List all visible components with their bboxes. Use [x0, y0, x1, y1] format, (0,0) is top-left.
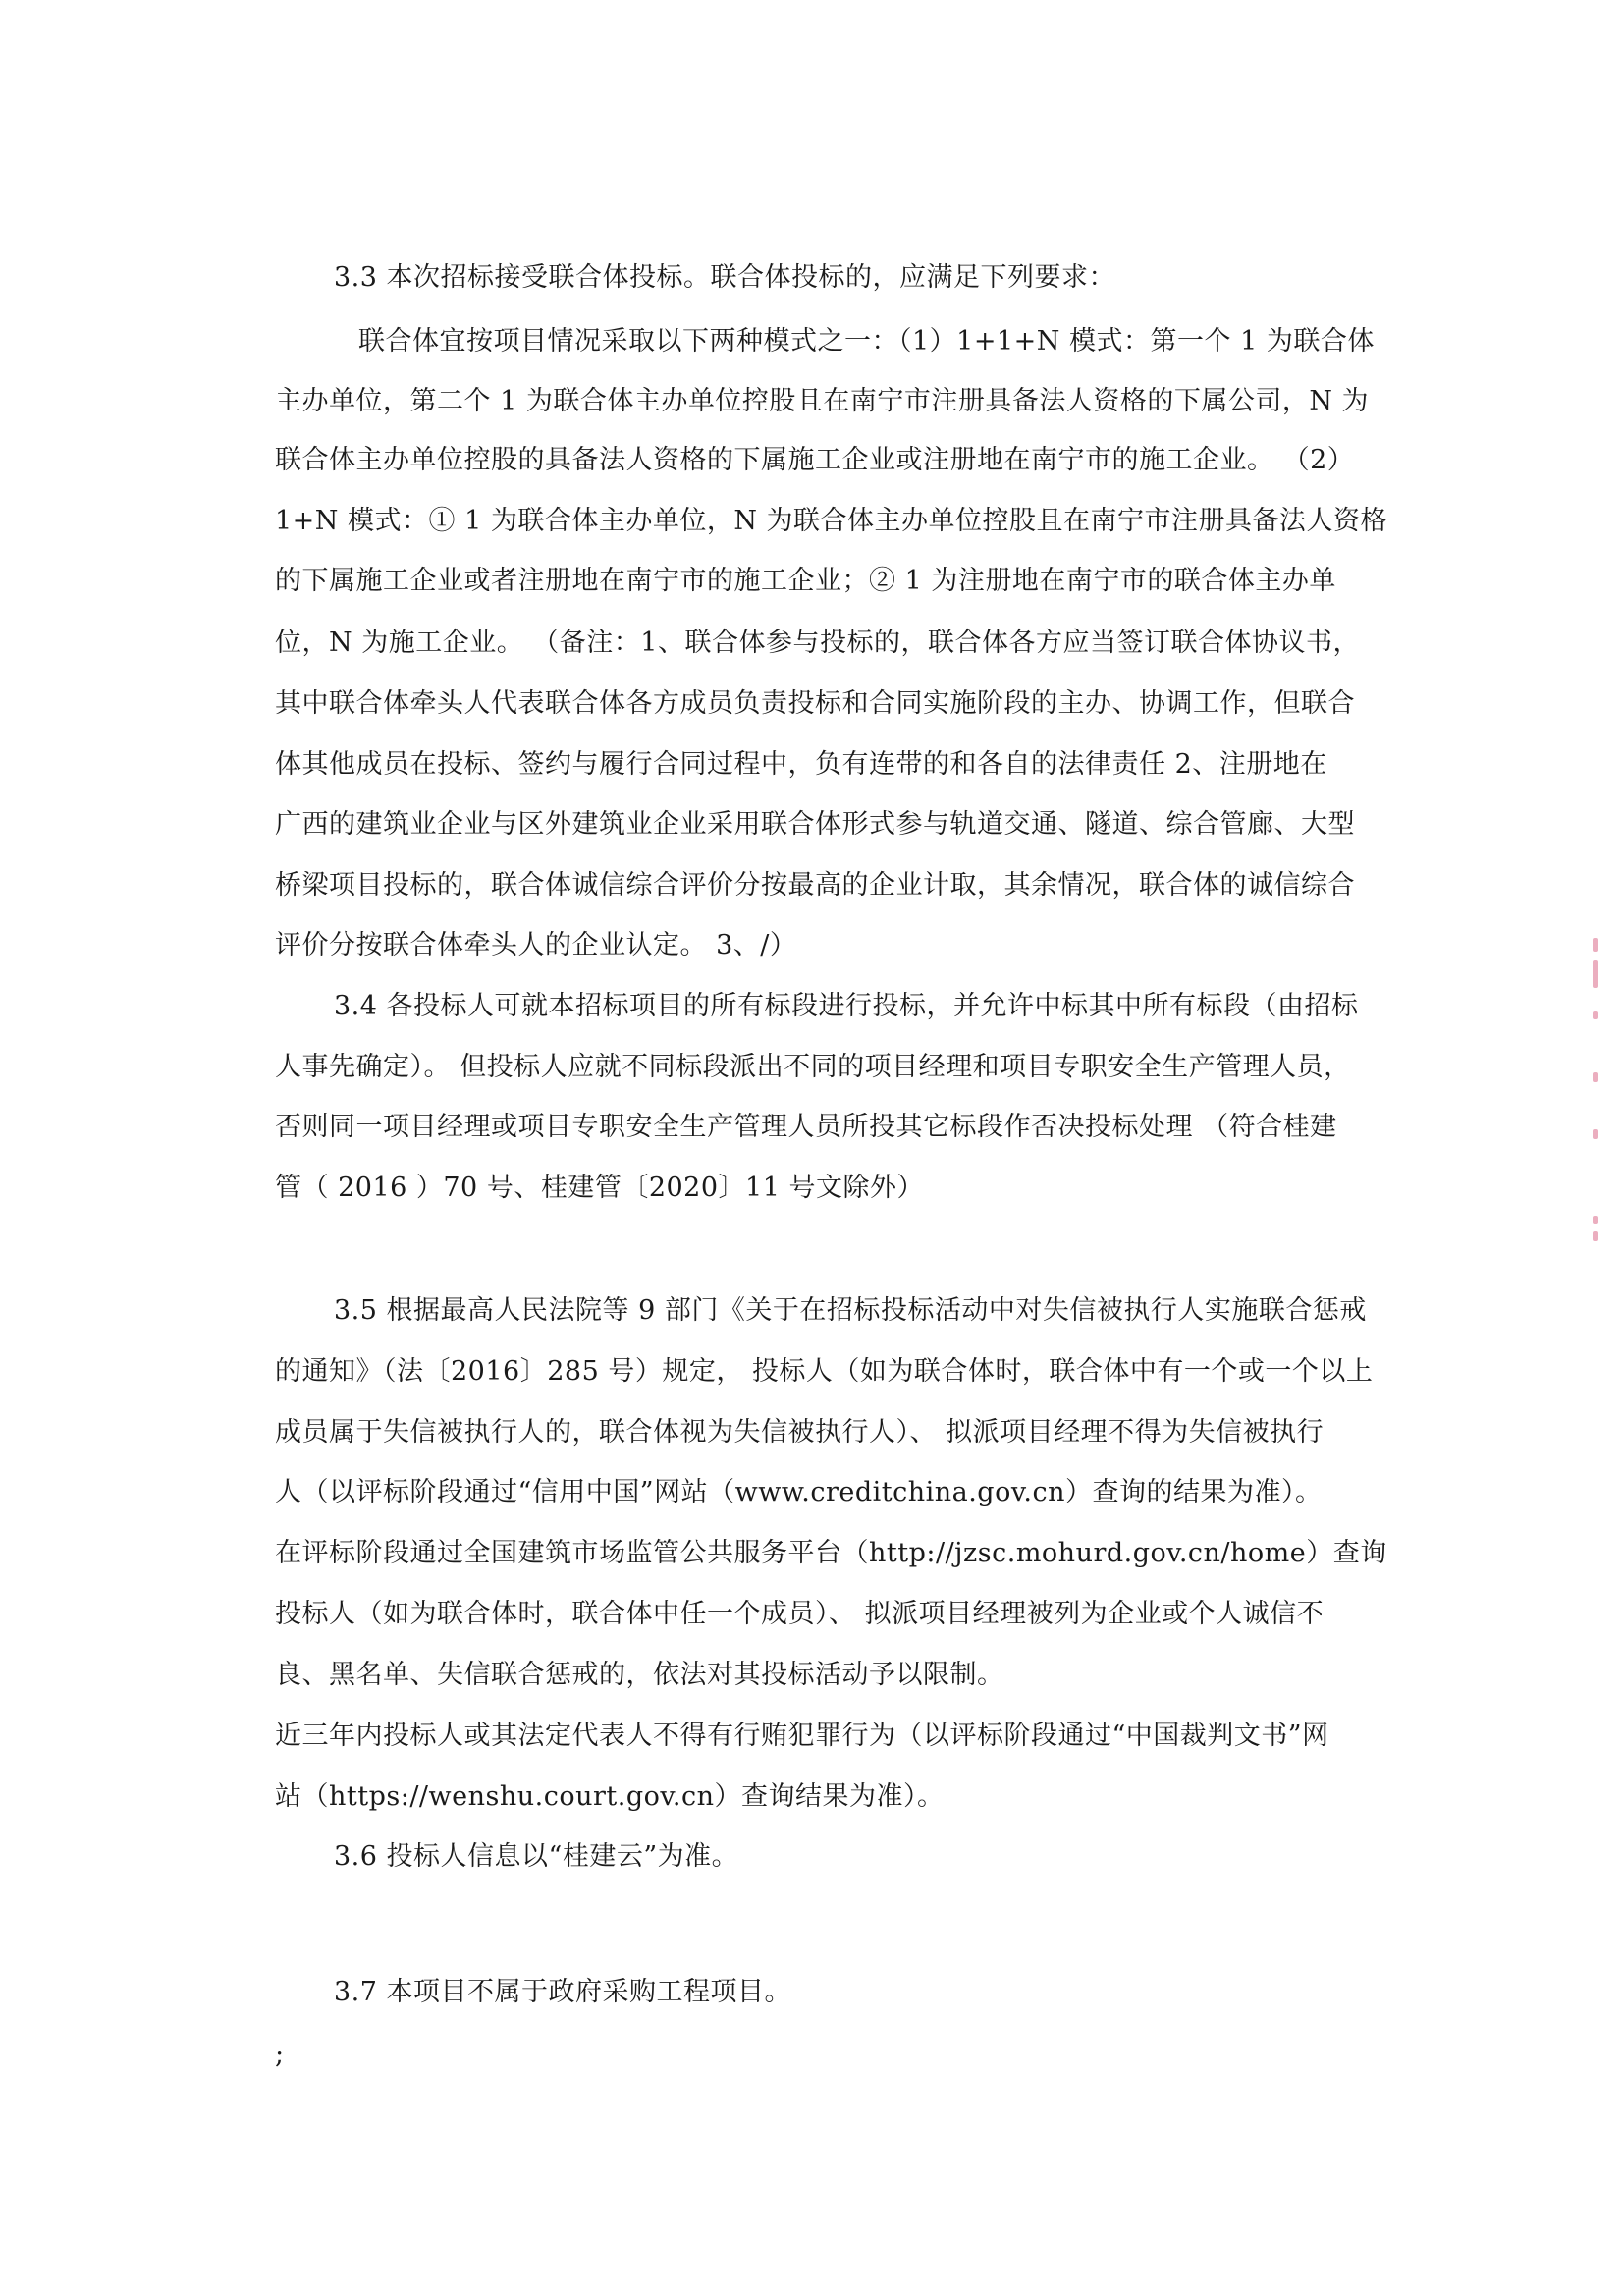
clause-3-3-text: 的下属施工企业或者注册地在南宁市的施工企业；② 1 为注册地在南宁市的联合体主办单 [275, 566, 1336, 596]
clause-3-5-text: 在评标阶段通过全国建筑市场监管公共服务平台（http://jzsc.mohurd.gov.cn/home）查询 [275, 1538, 1387, 1568]
clause-3-4-text: 管（ 2016 ）70 号、桂建管〔2020〕11 号文除外） [275, 1173, 924, 1203]
clause-3-4-heading: 3.4 各投标人可就本招标项目的所有标段进行投标，并允许中标其中所有标段（由招标 [334, 991, 1359, 1021]
clause-3-7-heading: 3.7 本项目不属于政府采购工程项目。 [334, 1977, 792, 2007]
clause-3-3-text: 体其他成员在投标、签约与履行合同过程中，负有连带的和各自的法律责任 2、注册地在 [275, 749, 1327, 780]
clause-3-4-text: 否则同一项目经理或项目专职安全生产管理人员所投其它标段作否决投标处理 （符合桂建 [275, 1112, 1337, 1142]
seal-edge-mark [1593, 1129, 1598, 1139]
clause-3-3-heading: 3.3 本次招标接受联合体投标。联合体投标的，应满足下列要求： [334, 262, 1116, 293]
clause-3-5-text: 良、黑名单、失信联合惩戒的，依法对其投标活动予以限制。 [275, 1660, 1004, 1690]
clause-3-5-text: 投标人（如为联合体时，联合体中任一个成员）、 拟派项目经理被列为企业或个人诚信不 [275, 1599, 1325, 1629]
clause-3-3-text: 联合体宜按项目情况采取以下两种模式之一：（1）1+1+N 模式：第一个 1 为联合体 [358, 326, 1375, 356]
clause-3-4-text: 人事先确定）。 但投标人应就不同标段派出不同的项目经理和项目专职安全生产管理人员， [275, 1052, 1351, 1082]
clause-3-3-text: 1+N 模式：① 1 为联合体主办单位，N 为联合体主办单位控股且在南宁市注册具备法人资格 [275, 506, 1388, 536]
clause-3-3-text: 评价分按联合体牵头人的企业认定。 3、/） [275, 930, 797, 960]
clause-3-3-text: 桥梁项目投标的，联合体诚信综合评价分按最高的企业计取，其余情况，联合体的诚信综合 [275, 870, 1355, 901]
clause-3-6-heading: 3.6 投标人信息以“桂建云”为准。 [334, 1841, 739, 1872]
seal-edge-mark [1593, 1216, 1598, 1224]
clause-3-5-text: 成员属于失信被执行人的，联合体视为失信被执行人）、 拟派项目经理不得为失信被执行 [275, 1417, 1325, 1448]
clause-3-5-text: 人（以评标阶段通过“信用中国”网站（www.creditchina.gov.cn）查询的结果为准）。 [275, 1477, 1323, 1507]
seal-edge-mark [1593, 1011, 1598, 1019]
clause-3-5-heading: 3.5 根据最高人民法院等 9 部门《关于在招标投标活动中对失信被执行人实施联合惩戒 [334, 1295, 1367, 1326]
clause-3-3-text: 位，N 为施工企业。 （备注：1、联合体参与投标的，联合体各方应当签订联合体协议书， [275, 628, 1360, 658]
seal-edge-mark [1593, 1231, 1598, 1241]
trailing-semicolon: ; [275, 2040, 285, 2070]
clause-3-3-text: 广西的建筑业企业与区外建筑业企业采用联合体形式参与轨道交通、隧道、综合管廊、大型 [275, 809, 1355, 840]
seal-edge-mark [1593, 960, 1598, 988]
clause-3-5-text: 的通知》（法〔2016〕285 号）规定， 投标人（如为联合体时，联合体中有一个或一个以上 [275, 1356, 1374, 1387]
clause-3-3-text: 其中联合体牵头人代表联合体各方成员负责投标和合同实施阶段的主办、协调工作，但联合 [275, 688, 1355, 719]
clause-3-5-text: 近三年内投标人或其法定代表人不得有行贿犯罪行为（以评标阶段通过“中国裁判文书”网 [275, 1721, 1329, 1751]
clause-3-3-text: 联合体主办单位控股的具备法人资格的下属施工企业或注册地在南宁市的施工企业。 （2） [275, 445, 1355, 475]
seal-edge-mark [1593, 938, 1598, 952]
clause-3-3-text: 主办单位，第二个 1 为联合体主办单位控股且在南宁市注册具备法人资格的下属公司，N 为 [275, 386, 1370, 416]
seal-edge-mark [1593, 1072, 1598, 1082]
clause-3-5-text: 站（https://wenshu.court.gov.cn）查询结果为准）。 [275, 1781, 945, 1812]
